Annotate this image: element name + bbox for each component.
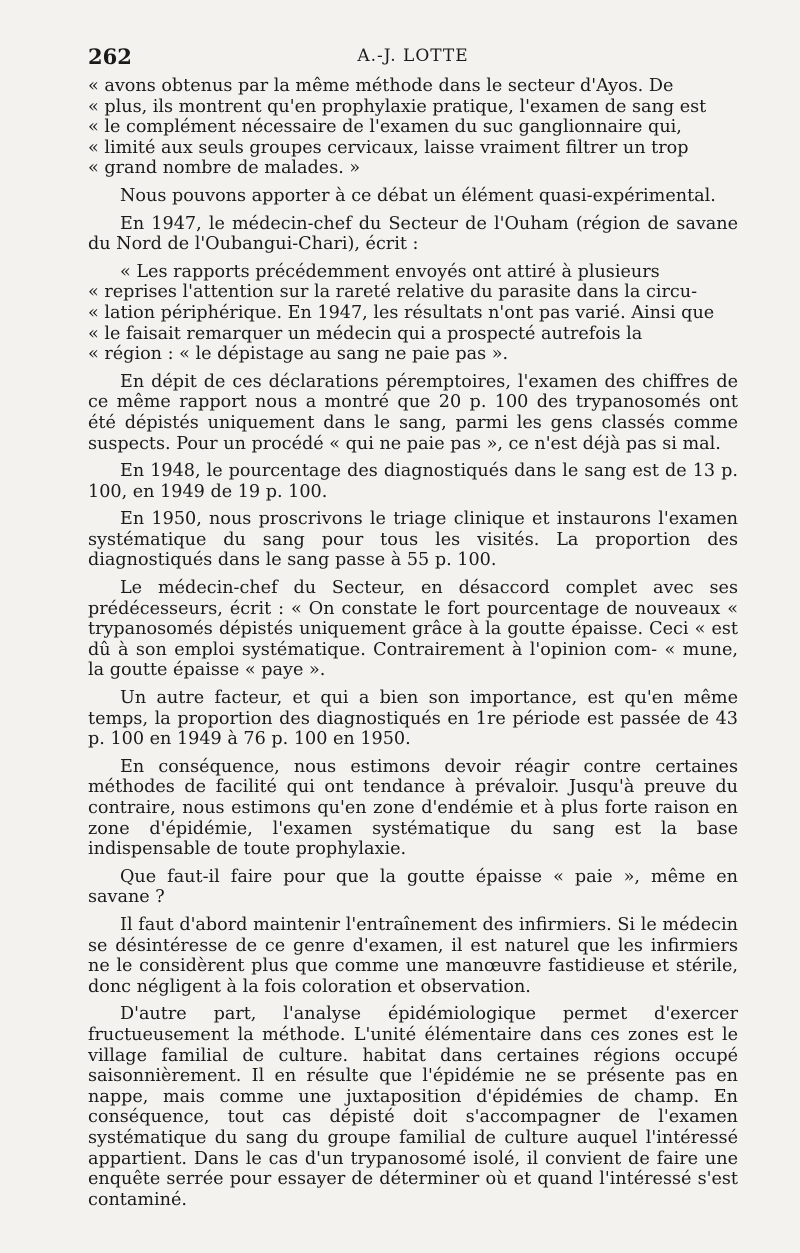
quote-block-1 xyxy=(88,76,738,179)
quote-line: « lation périphérique. En 1947, les résultats n'ont pas varié. Ainsi que xyxy=(88,302,715,323)
quote-line: « grand nombre de malades. » xyxy=(88,158,361,179)
paragraph: Que faut-il faire pour que la goutte épaisse « paie », même en savane ? xyxy=(88,866,738,908)
quote-line: « avons obtenus par la même méthode dans le secteur d'Ayos. De xyxy=(88,76,674,96)
paragraph: Il faut d'abord maintenir l'entraînement des infirmiers. Si le médecin se désintéresse de ce genre d'examen, il est naturel que les infirmiers ne le considèrent plus que comme une manœuvre fastidieuse et stérile, donc négligent à la fois coloration et observation. xyxy=(88,914,738,997)
paragraph: Nous pouvons apporter à ce débat un élément quasi-expérimental. xyxy=(120,185,716,206)
quote-line: « le complément nécessaire de l'examen du suc ganglionnaire qui, xyxy=(88,117,682,138)
paragraph: En 1950, nous proscrivons le triage clinique et instaurons l'examen systématique du sang pour tous les visités. La proportion des diagnostiqués dans le sang passe à 55 p. 100. xyxy=(88,509,738,571)
quote-line: « limité aux seuls groupes cervicaux, laisse vraiment filtrer un trop xyxy=(88,137,689,158)
paragraph: En dépit de ces déclarations péremptoires, l'examen des chiffres de ce même rapport nous a montré que 20 p. 100 des trypanosomés ont été dépistés uniquement dans le sang, parmi les gens classés comme suspects. Pour un procédé « qui ne paie pas », ce n'est déjà pas si mal. xyxy=(88,371,738,454)
body-text xyxy=(88,76,738,1210)
paragraph: En conséquence, nous estimons devoir réagir contre certaines méthodes de facilité qui ont tendance à prévaloir. Jusqu'à preuve du contraire, nous estimons qu'en zone d'endémie et à plus forte raison en zone d'épidémie, l'examen systématique du sang est la base indispensable de toute prophylaxie. xyxy=(88,756,738,860)
quote-line: « reprises l'attention sur la rareté relative du parasite dans la circu- xyxy=(88,282,698,303)
page-header xyxy=(88,44,738,76)
paragraph: Le médecin-chef du Secteur, en désaccord complet avec ses prédécesseurs, écrit : « On constate le fort pourcentage de nouveaux « trypanosomés dépistés uniquement grâce à la goutte épaisse. Ceci « est dû à son emploi systématique. Contrairement à l'opinion com- « mune, la goutte épaisse « paye ». xyxy=(88,578,738,681)
paragraph: Un autre facteur, et qui a bien son importance, est qu'en même temps, la proportion des diagnostiqués en 1re période est passée de 43 p. 100 en 1949 à 76 p. 100 en 1950. xyxy=(88,688,738,750)
paragraph: En 1947, le médecin-chef du Secteur de l'Ouham (région de savane du Nord de l'Oubangui-Chari), écrit : xyxy=(88,213,738,255)
quote-line: « Les rapports précédemment envoyés ont attiré à plusieurs xyxy=(120,261,660,282)
page-number: 262 xyxy=(88,44,132,69)
quote-line: « région : « le dépistage au sang ne paie pas ». xyxy=(88,344,509,365)
paragraph: En 1948, le pourcentage des diagnostiqués dans le sang est de 13 p. 100, en 1949 de 19 p. 100. xyxy=(88,461,738,502)
paragraph: D'autre part, l'analyse épidémiologique permet d'exercer fructueusement la méthode. L'unité élémentaire dans ces zones est le village familial de culture. habitat dans certaines régions occupé saisonnièrement. Il en résulte que l'épidémie ne se présente pas en nappe, mais comme une juxtaposition d'épidémies de champ. En conséquence, tout cas dépisté doit s'accompagner de l'examen systématique du sang du groupe familial de culture auquel l'intéressé appartient. Dans le cas d'un trypanosomé isolé, il convient de faire une enquête serrée pour essayer de déterminer où et quand l'intéressé s'est contaminé. xyxy=(88,1004,738,1210)
quote-line: « le faisait remarquer un médecin qui a prospecté autrefois la xyxy=(88,323,643,344)
running-head: A.-J. LOTTE xyxy=(357,46,469,66)
quote-line: « plus, ils montrent qu'en prophylaxie pratique, l'examen de sang est xyxy=(88,96,707,117)
quote-block-2 xyxy=(88,262,738,365)
